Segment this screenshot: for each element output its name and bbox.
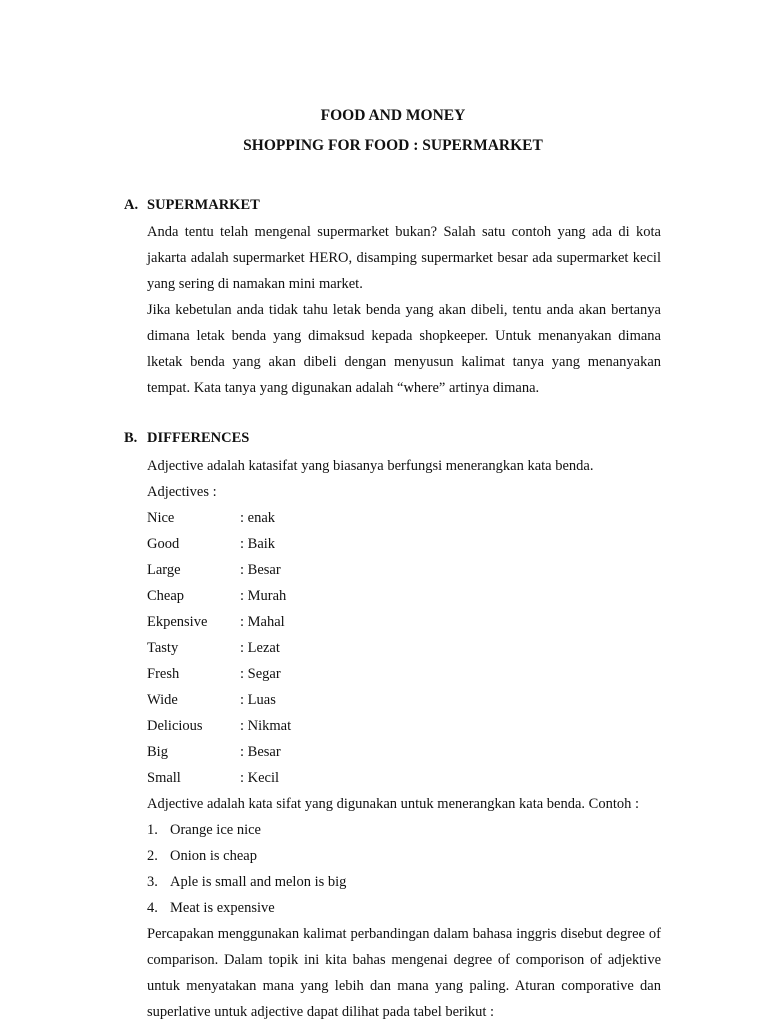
adjective-list (147, 505, 661, 791)
section-a-paragraph-1: Anda tentu telah mengenal supermarket bukan? Salah satu contoh yang ada di kota jakarta adalah supermarket HERO, disamping supermarket besar ada supermarket kecil yang sering di namakan mini market. (147, 224, 661, 292)
example-list (147, 817, 661, 921)
section-b-heading (124, 430, 249, 447)
adjective-row (147, 687, 661, 713)
section-a-paragraph-2: Jika kebetulan anda tidak tahu letak benda yang akan dibeli, tentu anda akan bertanya dimana letak benda yang dimaksud kepada shopkeeper. Untuk menanyakan dimana lketak benda yang akan dibeli dengan menyusun kalimat tanya yang menanyakan tempat. Kata tanya yang digunakan adalah “where” artinya dimana. (147, 302, 661, 396)
adjective-meaning: : enak (240, 510, 276, 526)
example-text: Meat is expensive (170, 900, 275, 916)
adjective-row (147, 713, 661, 739)
section-b-intro: Adjective adalah katasifat yang biasanya berfungsi menerangkan kata benda. (147, 458, 594, 474)
adjective-english: Cheap (147, 588, 185, 604)
adjective-english: Large (147, 562, 181, 578)
example-item (147, 869, 661, 895)
section-b-body (147, 453, 661, 1025)
adjective-meaning: : Mahal (240, 614, 285, 630)
adjective-english: Wide (147, 692, 178, 708)
closing-paragraph: Percapakan menggunakan kalimat perbandingan dalam bahasa inggris disebut degree of comparison. Dalam topik ini kita bahas mengenai degree of comporison of adjektive untuk menyatakan mana yang lebih dan mana yang paling. Aturan comporative dan superlative untuk adjective dapat dilihat pada tabel berikut : (147, 926, 661, 1020)
adjective-english: Big (147, 744, 168, 760)
section-b-title: DIFFERENCES (147, 430, 250, 446)
adjective-row (147, 661, 661, 687)
adjective-meaning: : Kecil (240, 770, 280, 786)
example-text: Aple is small and melon is big (170, 874, 347, 890)
section-a-body (147, 219, 661, 401)
example-item (147, 843, 661, 869)
example-intro: Adjective adalah kata sifat yang digunakan untuk menerangkan kata benda. Contoh : (147, 796, 640, 812)
adjective-english: Ekpensive (147, 614, 208, 630)
adjective-meaning: : Besar (240, 562, 281, 578)
example-number: 2. (147, 848, 158, 864)
example-item (147, 817, 661, 843)
adjective-row (147, 557, 661, 583)
adjective-meaning: : Nikmat (240, 718, 292, 734)
adjective-row (147, 583, 661, 609)
adjective-english: Nice (147, 510, 175, 526)
adjective-english: Tasty (147, 640, 179, 656)
section-a-title: SUPERMARKET (147, 197, 260, 213)
example-text: Orange ice nice (170, 822, 261, 838)
adjective-meaning: : Luas (240, 692, 276, 708)
example-text: Onion is cheap (170, 848, 257, 864)
example-item (147, 895, 661, 921)
adjective-english: Fresh (147, 666, 180, 682)
adjective-row (147, 765, 661, 791)
section-a-letter: A. (124, 197, 139, 213)
adjective-meaning: : Baik (240, 536, 276, 552)
adjectives-label: Adjectives : (147, 484, 217, 500)
adjective-row (147, 531, 661, 557)
adjective-english: Good (147, 536, 180, 552)
adjective-english: Small (147, 770, 181, 786)
adjective-row (147, 505, 661, 531)
adjective-meaning: : Lezat (240, 640, 280, 656)
section-a-heading (124, 197, 260, 214)
adjective-meaning: : Besar (240, 744, 281, 760)
example-number: 3. (147, 874, 158, 890)
section-b-letter: B. (124, 430, 138, 446)
adjective-english: Delicious (147, 718, 203, 734)
adjective-meaning: : Segar (240, 666, 281, 682)
adjective-meaning: : Murah (240, 588, 287, 604)
adjective-row (147, 635, 661, 661)
adjective-row (147, 609, 661, 635)
example-number: 1. (147, 822, 158, 838)
example-number: 4. (147, 900, 158, 916)
adjective-row (147, 739, 661, 765)
page-title: FOOD AND MONEY (320, 107, 466, 124)
page-subtitle: SHOPPING FOR FOOD : SUPERMARKET (243, 137, 543, 154)
